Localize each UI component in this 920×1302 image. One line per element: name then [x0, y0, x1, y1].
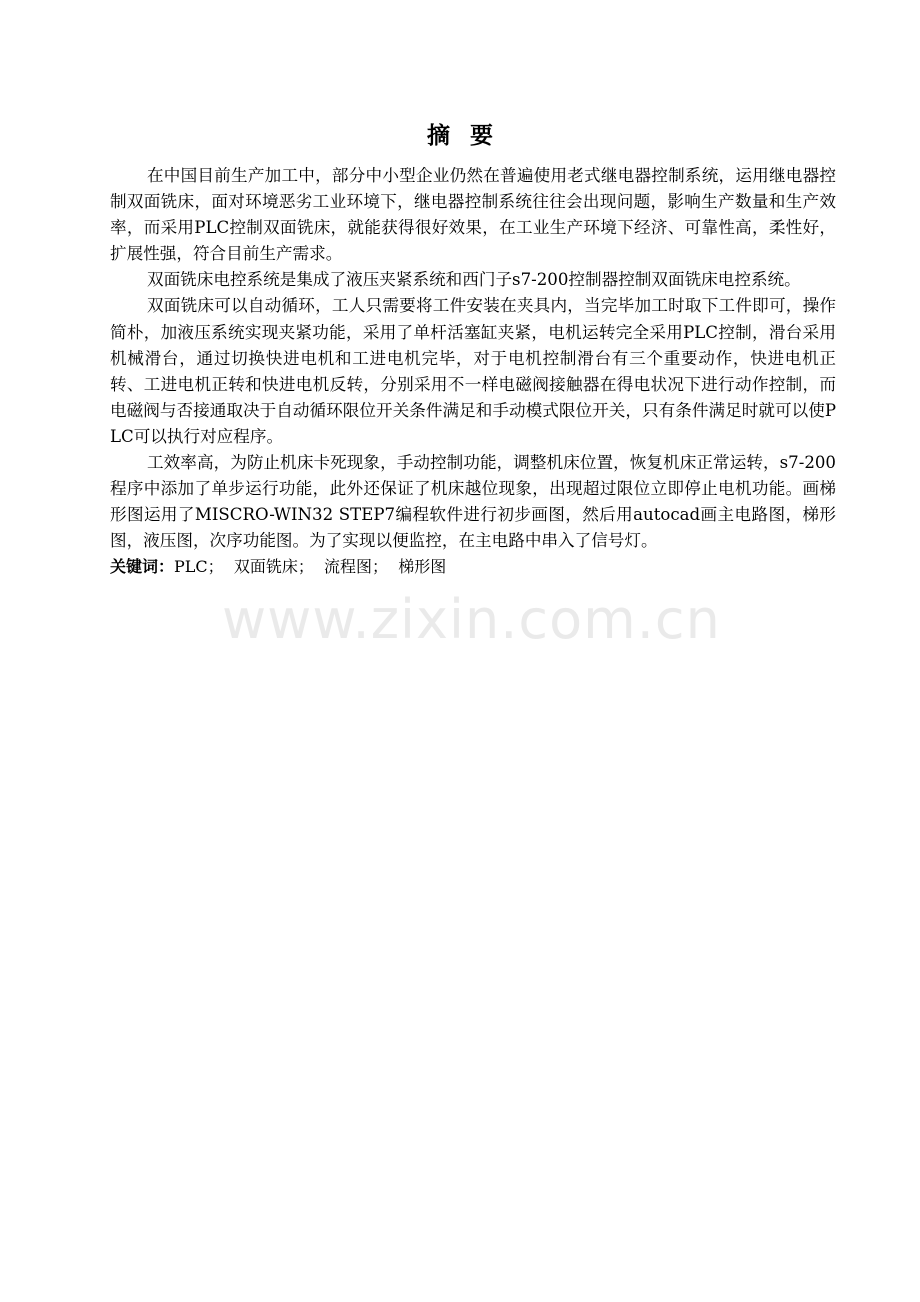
page-title: 摘要: [427, 123, 513, 149]
abstract-paragraph-2: 双面铣床电控系统是集成了液压夹紧系统和西门子s7-200控制器控制双面铣床电控系统。: [147, 270, 801, 290]
abstract-body: [110, 163, 836, 580]
abstract-paragraph-3: 双面铣床可以自动循环，工人只需要将工件安装在夹具内，当完毕加工时取下工件即可，操作简朴，加液压系统实现夹紧功能，采用了单杆活塞缸夹紧，电机运转完全采用PLC控制，滑台采用机械滑台，通过切换快进电机和工进电机完毕，对于电机控制滑台有三个重要动作，快进电机正转、工进电机正转和快进电机反转，分别采用不一样电磁阀接触器在得电状况下进行动作控制，而电磁阀与否接通取决于自动循环限位开关条件满足和手动模式限位开关，只有条件满足时就可以使PLC可以执行对应程序。: [110, 296, 836, 446]
abstract-paragraph-4: 工效率高，为防止机床卡死现象，手动控制功能，调整机床位置，恢复机床正常运转，s7-200程序中添加了单步运行功能，此外还保证了机床越位现象，出现超过限位立即停止电机功能。画梯形图运用了MISCRO-WIN32 STEP7编程软件进行初步画图，然后用autocad画主电路图，梯形图，液压图，次序功能图。为了实现以便监控，在主电路中串入了信号灯。: [110, 453, 836, 551]
abstract-paragraph-1: 在中国目前生产加工中，部分中小型企业仍然在普遍使用老式继电器控制系统，运用继电器控制双面铣床，面对环境恶劣工业环境下，继电器控制系统往往会出现问题，影响生产数量和生产效率，而采用PLC控制双面铣床，就能获得很好效果，在工业生产环境下经济、可靠性高，柔性好，扩展性强，符合目前生产需求。: [110, 166, 836, 264]
keywords-label: 关键词：: [110, 557, 175, 577]
keyword-item: 梯形图: [398, 557, 447, 577]
keywords-line: [110, 554, 836, 580]
keyword-item: PLC；: [174, 557, 224, 577]
keyword-item: 双面铣床；: [233, 557, 314, 577]
keyword-item: 流程图；: [324, 557, 389, 577]
watermark: www.zixin.com.cn: [222, 588, 721, 651]
